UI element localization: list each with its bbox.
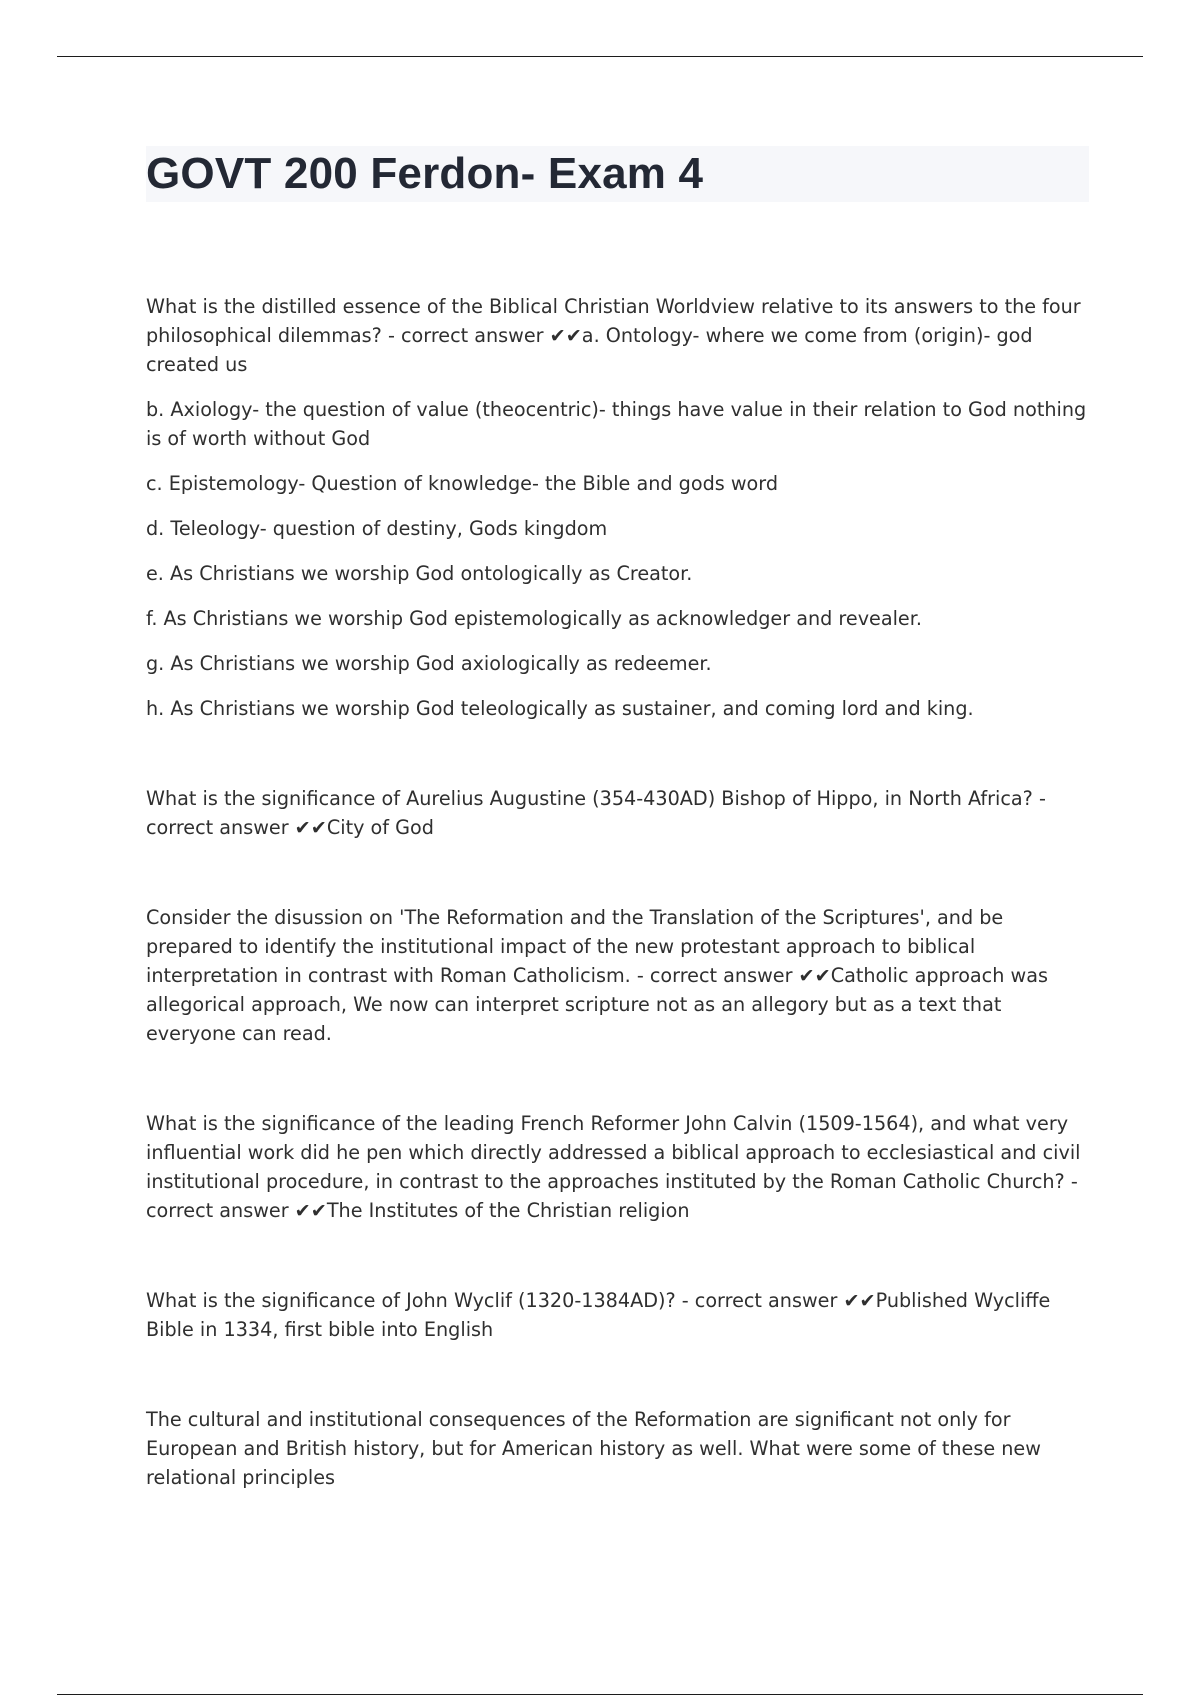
question-consequences: The cultural and institutional consequences of the Reformation are significant not only for European and British history, but for American history as well. What were some of these new relational principles <box>146 1408 1041 1489</box>
qa-entry-worldview <box>146 292 1096 723</box>
question-reformation: Consider the disussion on 'The Reformation and the Translation of the Scriptures', and be prepared to identify the institutional impact of the new protestant approach to biblical interpretation in contrast with Roman Catholicism. - correct answer ✔✔Catholic approach was allegorical approach, We now can interpret scripture not as an allegory but as a text that everyone can read. <box>146 906 1048 1045</box>
qa-entry-augustine <box>146 784 1096 842</box>
answer-line-ontologically: e. As Christians we worship God ontologically as Creator. <box>146 562 693 585</box>
answer-line-axiology: b. Axiology- the question of value (theocentric)- things have value in their relation to God nothing is of worth without God <box>146 398 1087 450</box>
qa-entry-wyclif <box>146 1286 1096 1344</box>
question-calvin: What is the significance of the leading French Reformer John Calvin (1509-1564), and what very influential work did he pen which directly addressed a biblical approach to ecclesiastical and civil institutional procedure, in contrast to the approaches instituted by the Roman Catholic Church? - correct answer ✔✔The Institutes of the Christian religion <box>146 1112 1081 1222</box>
document-body <box>146 292 1096 1492</box>
question-augustine: What is the significance of Aurelius Augustine (354-430AD) Bishop of Hippo, in North Africa? - correct answer ✔✔City of God <box>146 787 1046 839</box>
top-rule <box>57 56 1143 57</box>
document-title: GOVT 200 Ferdon- Exam 4 <box>146 149 704 198</box>
answer-line-epistemology: c. Epistemology- Question of knowledge- the Bible and gods word <box>146 472 779 495</box>
answer-line-teleologically: h. As Christians we worship God teleologically as sustainer, and coming lord and king. <box>146 697 974 720</box>
answer-line-axiologically: g. As Christians we worship God axiologically as redeemer. <box>146 652 712 675</box>
bottom-rule <box>57 1694 1143 1695</box>
qa-entry-calvin <box>146 1109 1096 1225</box>
question-wyclif: What is the significance of John Wyclif (1320-1384AD)? - correct answer ✔✔Published Wycliffe Bible in 1334, first bible into English <box>146 1289 1051 1341</box>
answer-line-epistemologically: f. As Christians we worship God epistemologically as acknowledger and revealer. <box>146 607 922 630</box>
question-worldview: What is the distilled essence of the Biblical Christian Worldview relative to its answers to the four philosophical dilemmas? - correct answer ✔✔a. Ontology- where we come from (origin)- god created us <box>146 295 1081 376</box>
qa-entry-reformation <box>146 903 1096 1048</box>
answer-line-teleology: d. Teleology- question of destiny, Gods kingdom <box>146 517 608 540</box>
qa-entry-consequences <box>146 1405 1096 1492</box>
